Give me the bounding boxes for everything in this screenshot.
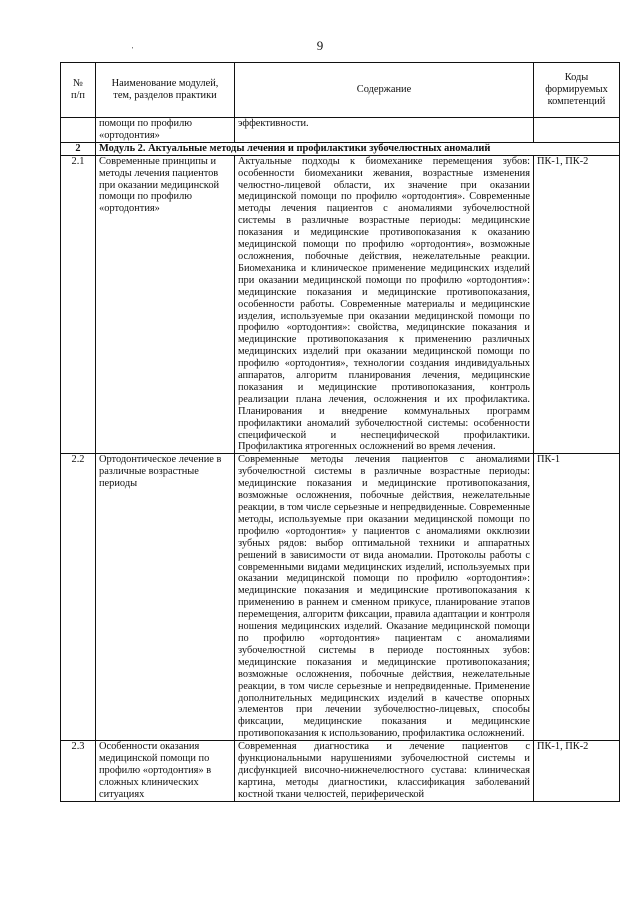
table-header-row [61,63,620,118]
table-cell-num [61,118,96,143]
table-cell-name: Особенности оказания медицинской помощи по профилю «ортодонтия» в сложных клинических ситуациях [96,741,235,802]
table-cell-name: Современные принципы и методы лечения пациентов при оказании медицинской помощи по профилю «ортодонтия» [96,155,235,454]
table-cell-codes: ПК-1 [534,454,620,741]
page-number: 9 [316,38,324,53]
header-codes: Коды формируемых компетенций [534,63,620,118]
table-cell-content: Современная диагностика и лечение пациентов с функциональными нарушениями зубочелюстной системы и дисфункцией височно-нижнечелюстного сустава: клиническая картина, методы диагностики, классификация заболеваний костной ткани челюстей, периферической [235,741,534,802]
table-cell-codes [534,118,620,143]
table-cell-num: 2.1 [61,155,96,454]
module-num: 2 [61,142,96,155]
table-cell-num: 2.3 [61,741,96,802]
header-num: № п/п [61,63,96,118]
table-row [61,454,620,741]
table-row [61,741,620,802]
table-cell-name: помощи по профилю «ортодонтия» [96,118,235,143]
table-cell-content: Актуальные подходы к биомеханике перемещения зубов: особенности биомеханики жевания, возрастные изменения челюстно-лицевой области, их значение при оказании медицинской помощи по профилю «ортодонтия». Современные методы лечения пациентов с аномалиями зубочелюстной системы в различные возрастные периоды: медицинские показания и медицинские противопоказания к оказанию медицинской помощи по профилю «ортодонтия», возможные осложнения, побочные действия, нежелательные реакции. Биомеханика и клиническое применение медицинских изделий при оказании медицинской помощи по профилю «ортодонтия»: медицинские показания и медицинские противопоказания, особенности работы. Современные материалы и медицинские изделия, используемые при оказании медицинской помощи по профилю «ортодонтия»: свойства, медицинские показания и медицинские противопоказания к применению различных медицинских изделий при оказании медицинской помощи по профилю «ортодонтия», технологии создания индивидуальных аппаратов, алгоритм планирования лечения, медицинские показания и медицинские противопоказания, контроль реализации плана лечения, осложнения и их профилактика. Планирования и внедрение коммунальных программ профилактики аномалий зубочелюстной системы: особенности специфической и неспецифической профилактики. Профилактика ятрогенных осложнений во время лечения. [235,155,534,454]
continuation-row [61,118,620,143]
scan-mark: ' [132,46,134,54]
module-title: Модуль 2. Актуальные методы лечения и профилактики зубочелюстных аномалий [96,142,620,155]
table-cell-content: эффективности. [235,118,534,143]
table-cell-codes: ПК-1, ПК-2 [534,741,620,802]
table-row [61,155,620,454]
curriculum-table [60,62,620,802]
header-content: Содержание [235,63,534,118]
table-cell-content: Современные методы лечения пациентов с аномалиями зубочелюстной системы в различные возрастные периоды: медицинские показания и медицинские противопоказания, возможные осложнения, побочные действия, нежелательные реакции, в том числе серьезные и непредвиденные. Современные методы, используемые при оказании медицинской помощи по профилю «ортодонтия» у пациентов с аномалиями окклюзии зубных рядов: выбор оптимальной техники и аппаратных решений в зависимости от вида аномалии. Протоколы работы с современными видами медицинских изделий, используемых при оказании медицинской помощи по профилю «ортодонтия»: медицинские показания и медицинские противопоказания к применению в раннем и сменном прикусе, планирование этапов перемещения, алгоритм фиксации, правила адаптации и контроля ношения медицинских изделий. Оказание медицинской помощи по профилю «ортодонтия» пациентам с аномалиями зубочелюстной системы в периоде постоянных зубов: медицинские показания и медицинские противопоказания; возможные осложнения, побочные действия, нежелательные реакции, в том числе серьезные и непредвиденные. Применение дополнительных медицинских изделий в качестве опорных элементов при лечении зубочелюстно-лицевых, способы фиксации, медицинские показания и медицинские противопоказания к использованию, профилактика осложнений. [235,454,534,741]
table-cell-num: 2.2 [61,454,96,741]
header-name: Наименование модулей, тем, разделов практики [96,63,235,118]
table-cell-name: Ортодонтическое лечение в различные возрастные периоды [96,454,235,741]
module-row [61,142,620,155]
table-cell-codes: ПК-1, ПК-2 [534,155,620,454]
